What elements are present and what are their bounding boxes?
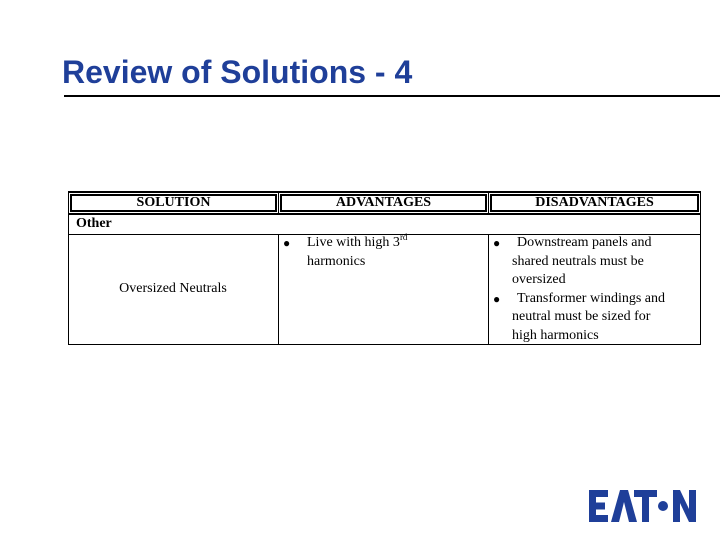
disadvantage-2-line1: Transformer windings and [517,290,666,306]
column-divider-2 [488,191,489,215]
solutions-table [68,191,701,346]
column-divider-2-body [488,234,489,345]
disadvantage-text [512,234,700,290]
title-underline [64,95,720,97]
disadvantage-2-line3: high harmonics [512,327,599,343]
slide-title: Review of Solutions - 4 [62,54,413,90]
bullet-icon: ● [283,236,291,250]
table-top-border [68,191,701,193]
table-right-border [700,191,701,345]
header-advantages: ADVANTAGES [280,194,487,212]
advantage-line2: harmonics [307,253,366,269]
solution-cell: Oversized Neutrals [119,281,227,296]
header-bottom-border [68,213,701,215]
advantage-superscript: rd [399,232,408,242]
header-disadvantages: DISADVANTAGES [490,194,699,212]
disadvantage-2-line2: neutral must be sized for [512,309,651,324]
bullet-icon: ● [493,291,501,306]
eaton-logo [589,490,696,522]
advantage-text [307,234,482,271]
section-label: Other [76,216,112,231]
header-solution: SOLUTION [70,194,277,212]
disadvantage-text [512,290,700,346]
table-left-border [68,191,69,345]
advantage-line1: Live with high 3 [307,235,400,250]
column-divider-1-body [278,234,279,345]
disadvantage-1-line1: Downstream panels and [517,235,652,250]
disadvantage-1-line3: oversized [512,272,566,287]
column-divider-1 [278,191,279,215]
disadvantage-1-line2: shared neutrals must be [512,253,644,269]
bullet-icon: ● [493,236,501,250]
